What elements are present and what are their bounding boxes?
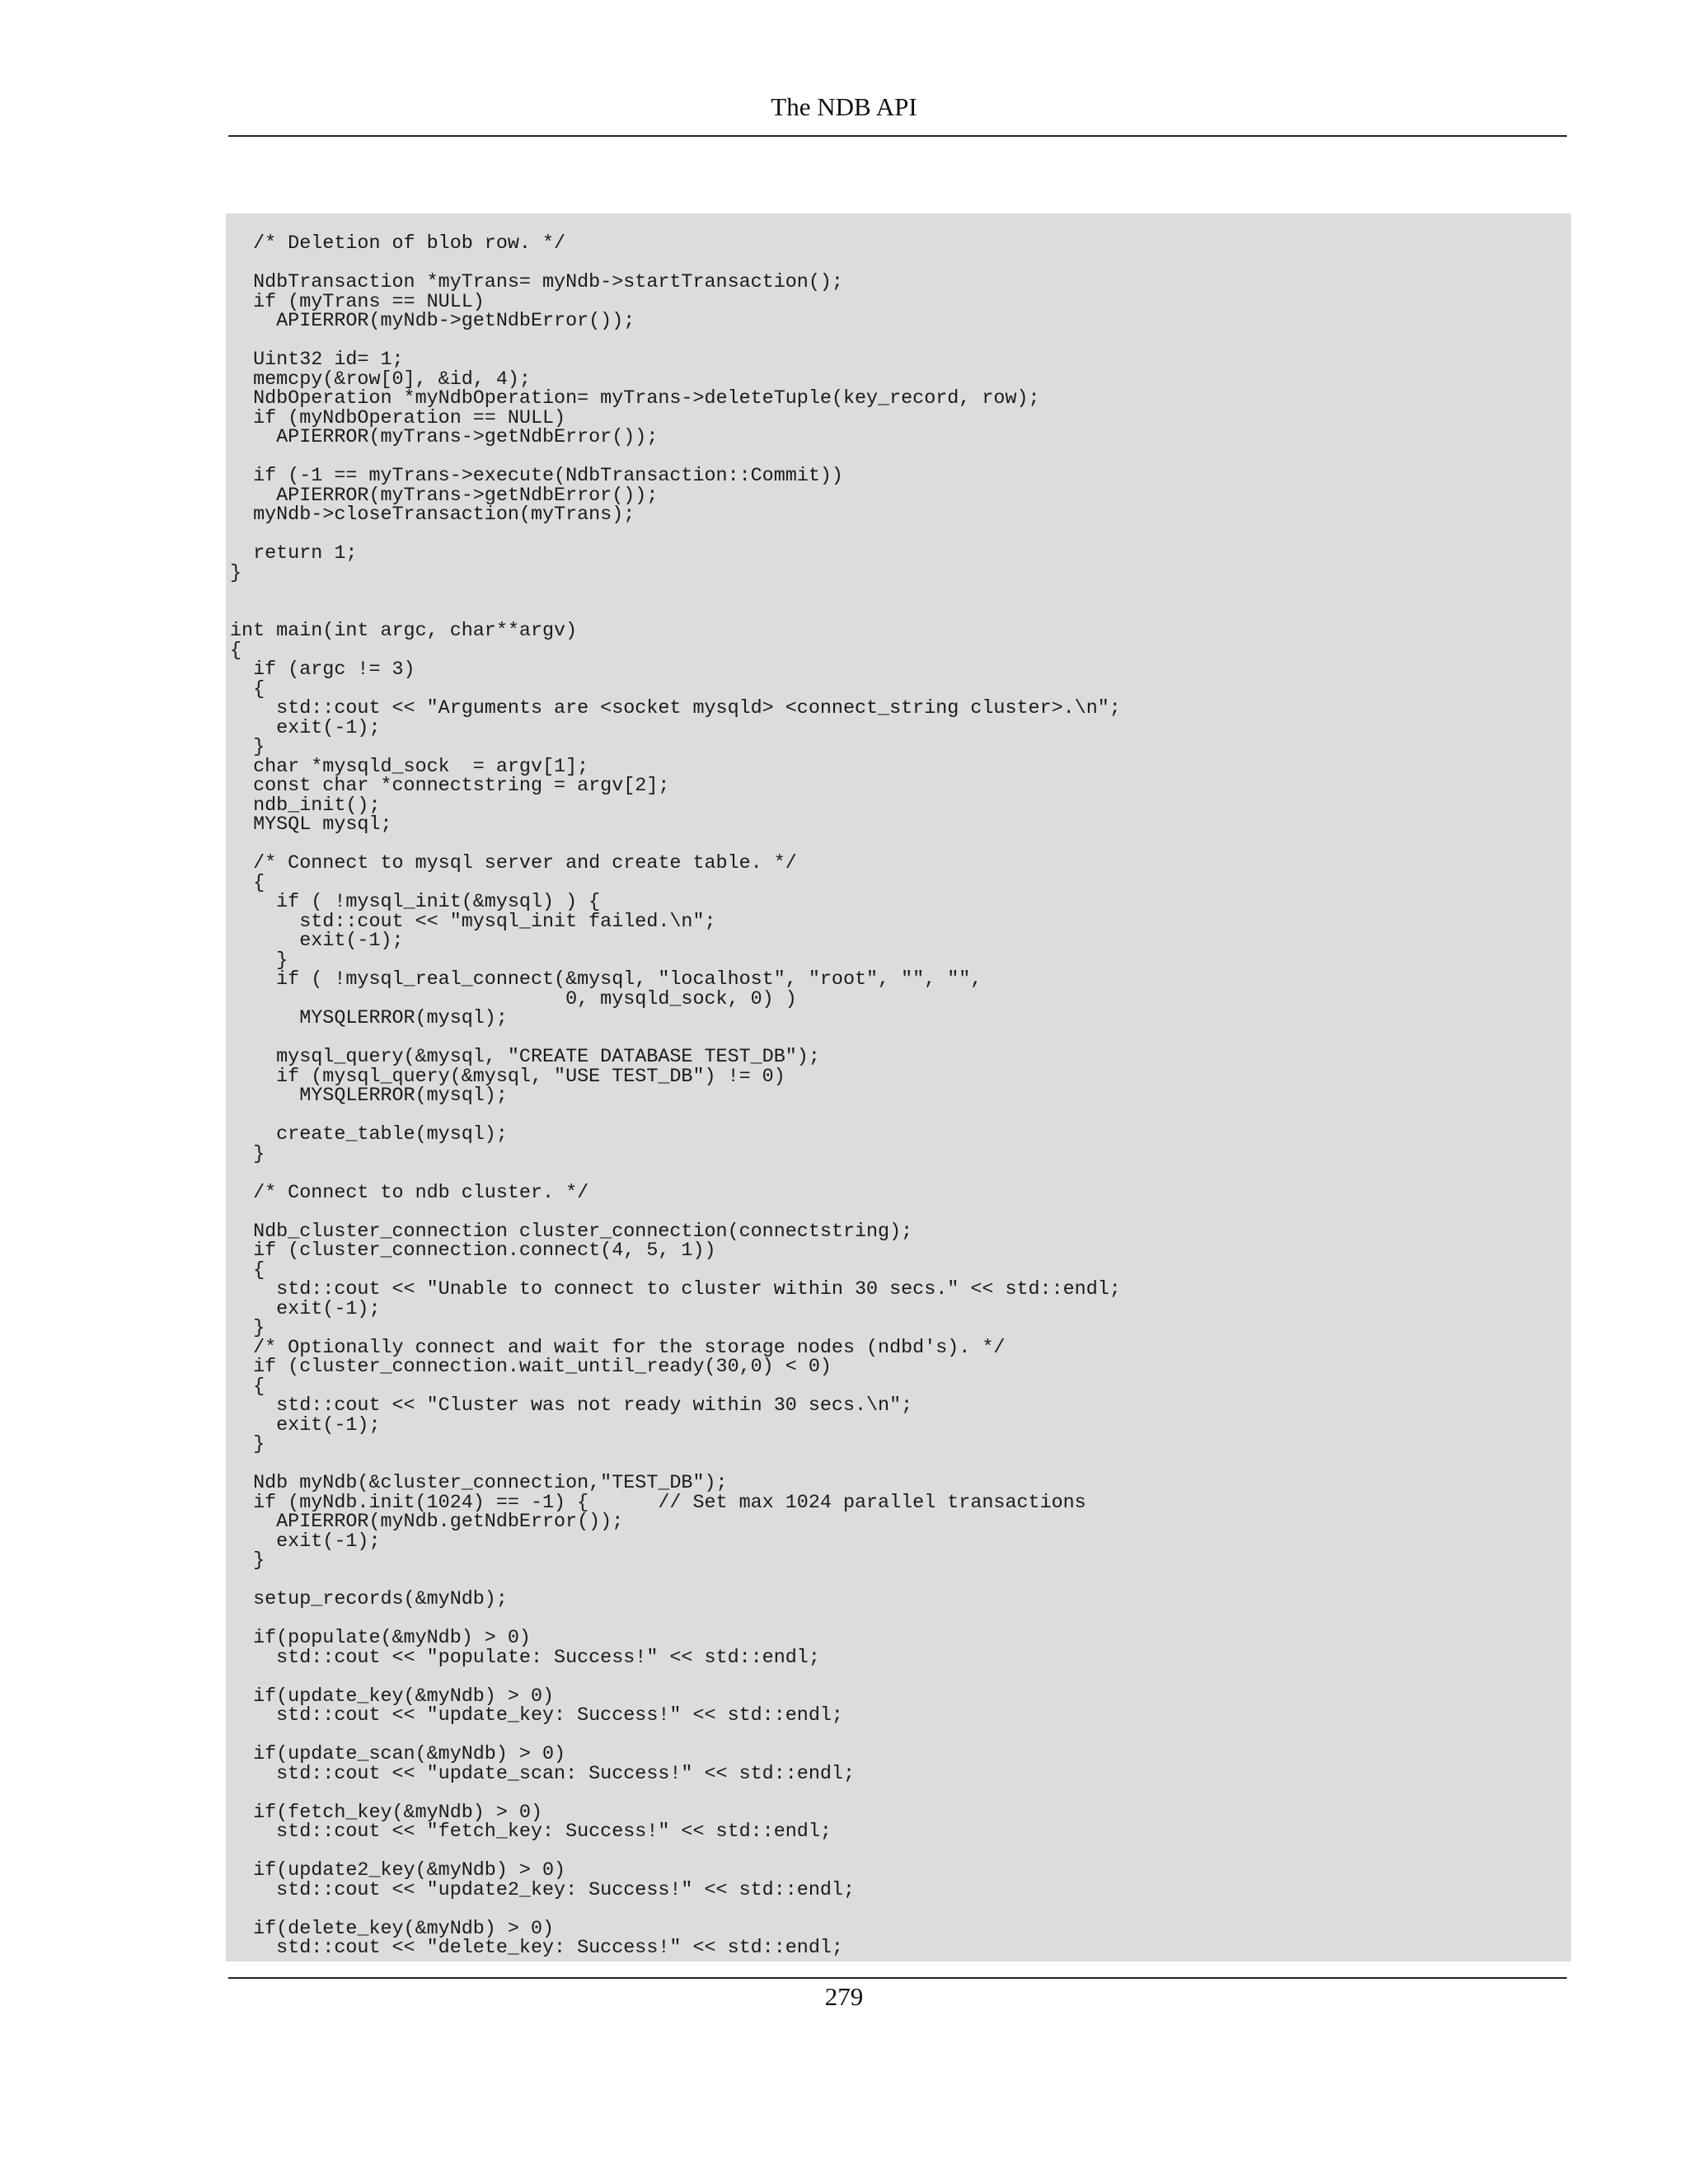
- code-line: APIERROR(myNdb->getNdbError());: [230, 311, 635, 332]
- code-line: exit(-1);: [230, 1414, 381, 1436]
- code-line: APIERROR(myTrans->getNdbError());: [230, 427, 659, 448]
- code-line: mysql_query(&mysql, "CREATE DATABASE TEST_DB");: [230, 1047, 820, 1068]
- code-line: return 1;: [230, 543, 358, 565]
- page-number: 279: [824, 1982, 864, 2011]
- code-line: exit(-1);: [230, 930, 404, 952]
- code-line: exit(-1);: [230, 1530, 381, 1553]
- code-line: myNdb->closeTransaction(myTrans);: [230, 504, 635, 526]
- code-line: }: [230, 1318, 265, 1339]
- code-line: int main(int argc, char**argv): [230, 621, 578, 642]
- code-line: MYSQLERROR(mysql);: [230, 1085, 508, 1107]
- code-line: if(update2_key(&myNdb) > 0): [230, 1860, 566, 1882]
- code-line: std::cout << "update_key: Success!" << std::endl;: [230, 1705, 843, 1727]
- code-line: std::cout << "delete_key: Success!" << std::endl;: [230, 1938, 843, 1959]
- code-line: if (myNdb.init(1024) == -1) { // Set max 1024 parallel transactions: [230, 1492, 1086, 1514]
- code-line: char *mysqld_sock = argv[1];: [230, 756, 589, 778]
- code-line: ndb_init();: [230, 794, 381, 817]
- code-line: Ndb myNdb(&cluster_connection,"TEST_DB");: [230, 1473, 728, 1494]
- code-line: if ( !mysql_real_connect(&mysql, "localhost", "root", "", "",: [230, 969, 982, 991]
- code-line: APIERROR(myNdb.getNdbError());: [230, 1511, 624, 1533]
- code-line: {: [230, 872, 265, 894]
- code-line: if (myTrans == NULL): [230, 291, 485, 313]
- code-line: 0, mysqld_sock, 0) ): [230, 988, 797, 1010]
- code-text: [230, 235, 1571, 1959]
- code-line: std::cout << "Unable to connect to cluster within 30 secs." << std::endl;: [230, 1279, 1121, 1301]
- code-listing: [226, 213, 1571, 1961]
- code-line: {: [230, 1259, 265, 1282]
- code-line: std::cout << "populate: Success!" << std::endl;: [230, 1647, 820, 1669]
- code-line: setup_records(&myNdb);: [230, 1589, 508, 1610]
- code-line: {: [230, 1376, 265, 1398]
- code-line: /* Connect to ndb cluster. */: [230, 1182, 589, 1204]
- code-line: std::cout << "mysql_init failed.\n";: [230, 911, 716, 933]
- code-line: /* Optionally connect and wait for the storage nodes (ndbd's). */: [230, 1337, 1006, 1359]
- footer-rule: [228, 1977, 1567, 1979]
- code-line: memcpy(&row[0], &id, 4);: [230, 368, 531, 391]
- code-line: exit(-1);: [230, 717, 381, 739]
- code-line: std::cout << "Arguments are <socket mysqld> <connect_string cluster>.\n";: [230, 698, 1121, 719]
- code-line: Uint32 id= 1;: [230, 349, 404, 371]
- code-line: }: [230, 562, 242, 584]
- code-line: if(delete_key(&myNdb) > 0): [230, 1918, 555, 1940]
- code-line: APIERROR(myTrans->getNdbError());: [230, 485, 659, 507]
- code-line: MYSQL mysql;: [230, 814, 392, 836]
- code-line: if(update_key(&myNdb) > 0): [230, 1685, 555, 1708]
- code-line: if (myNdbOperation == NULL): [230, 407, 566, 429]
- code-line: }: [230, 1550, 265, 1572]
- page-header-title: The NDB API: [771, 92, 917, 121]
- code-line: }: [230, 949, 288, 972]
- code-line: }: [230, 1434, 265, 1455]
- code-line: }: [230, 1143, 265, 1165]
- code-line: exit(-1);: [230, 1298, 381, 1320]
- code-line: if (argc != 3): [230, 659, 415, 681]
- code-line: std::cout << "update2_key: Success!" << std::endl;: [230, 1879, 855, 1901]
- code-line: }: [230, 737, 265, 758]
- code-line: if (mysql_query(&mysql, "USE TEST_DB") != 0): [230, 1066, 785, 1088]
- code-line: {: [230, 640, 242, 662]
- code-line: Ndb_cluster_connection cluster_connection(connectstring);: [230, 1221, 913, 1243]
- code-line: if (cluster_connection.connect(4, 5, 1)): [230, 1240, 716, 1262]
- code-line: /* Deletion of blob row. */: [230, 233, 566, 255]
- code-line: if (-1 == myTrans->execute(NdbTransaction::Commit)): [230, 466, 843, 487]
- code-line: create_table(mysql);: [230, 1124, 508, 1146]
- code-line: std::cout << "Cluster was not ready within 30 secs.\n";: [230, 1395, 913, 1417]
- code-line: NdbOperation *myNdbOperation= myTrans->deleteTuple(key_record, row);: [230, 388, 1040, 410]
- code-line: if ( !mysql_init(&mysql) ) {: [230, 892, 601, 913]
- code-line: std::cout << "fetch_key: Success!" << std::endl;: [230, 1821, 832, 1843]
- code-line: const char *connectstring = argv[2];: [230, 776, 670, 797]
- code-line: /* Connect to mysql server and create table. */: [230, 853, 797, 874]
- code-line: if(fetch_key(&myNdb) > 0): [230, 1802, 542, 1824]
- code-line: if(populate(&myNdb) > 0): [230, 1628, 531, 1649]
- code-line: if (cluster_connection.wait_until_ready(30,0) < 0): [230, 1357, 832, 1378]
- header-rule: [228, 135, 1567, 137]
- code-line: if(update_scan(&myNdb) > 0): [230, 1744, 566, 1765]
- code-line: {: [230, 678, 265, 701]
- code-line: NdbTransaction *myTrans= myNdb->startTransaction();: [230, 272, 843, 293]
- code-line: std::cout << "update_scan: Success!" << std::endl;: [230, 1763, 855, 1785]
- code-line: MYSQLERROR(mysql);: [230, 1008, 508, 1029]
